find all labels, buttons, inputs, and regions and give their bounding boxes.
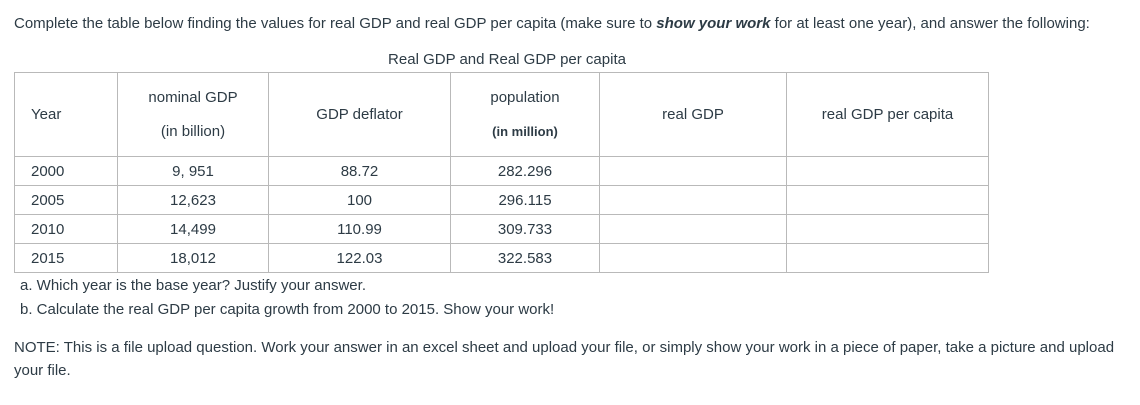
cell-real-gdp bbox=[600, 157, 787, 186]
cell-real-gdp-per-capita bbox=[787, 157, 989, 186]
cell-gdp-deflator: 88.72 bbox=[269, 157, 451, 186]
cell-gdp-deflator: 110.99 bbox=[269, 215, 451, 244]
cell-gdp-deflator: 122.03 bbox=[269, 244, 451, 273]
table-caption: Real GDP and Real GDP per capita bbox=[388, 51, 626, 68]
table-row bbox=[15, 186, 989, 215]
cell-year: 2000 bbox=[15, 157, 118, 186]
cell-year: 2010 bbox=[15, 215, 118, 244]
table-row bbox=[15, 244, 989, 273]
gdp-table bbox=[14, 72, 989, 273]
upload-note: NOTE: This is a file upload question. Work your answer in an excel sheet and upload your file, or simply show your work in a piece of paper, take a picture and upload your file. bbox=[14, 339, 1115, 379]
instructions-part1: Complete the table below finding the values for real GDP and real GDP per capita (make sure to bbox=[14, 15, 657, 32]
instructions-emphasis: show your work bbox=[656, 15, 771, 32]
cell-nominal-gdp: 14,499 bbox=[118, 215, 269, 244]
instructions-part2: for at least one year), and answer the following: bbox=[770, 15, 1090, 32]
instructions-text bbox=[14, 14, 1090, 34]
cell-year: 2015 bbox=[15, 244, 118, 273]
header-year: Year bbox=[15, 73, 118, 157]
cell-population: 322.583 bbox=[451, 244, 600, 273]
header-nominal-gdp bbox=[118, 73, 269, 157]
header-population-unit: (in million) bbox=[492, 123, 558, 139]
cell-gdp-deflator: 100 bbox=[269, 186, 451, 215]
cell-real-gdp bbox=[600, 244, 787, 273]
cell-nominal-gdp: 12,623 bbox=[118, 186, 269, 215]
cell-real-gdp-per-capita bbox=[787, 244, 989, 273]
table-header-row bbox=[15, 73, 989, 157]
cell-real-gdp bbox=[600, 215, 787, 244]
cell-real-gdp-per-capita bbox=[787, 186, 989, 215]
header-population-label: population bbox=[490, 88, 560, 106]
header-nominal-gdp-unit: (in billion) bbox=[160, 122, 226, 140]
cell-year: 2005 bbox=[15, 186, 118, 215]
header-real-gdp: real GDP bbox=[600, 73, 787, 157]
table-row bbox=[15, 215, 989, 244]
header-nominal-gdp-label: nominal GDP bbox=[148, 88, 238, 106]
header-gdp-deflator: GDP deflator bbox=[269, 73, 451, 157]
cell-nominal-gdp: 9, 951 bbox=[118, 157, 269, 186]
cell-population: 282.296 bbox=[451, 157, 600, 186]
header-population bbox=[451, 73, 600, 157]
header-real-gdp-per-capita: real GDP per capita bbox=[787, 73, 989, 157]
cell-population: 309.733 bbox=[451, 215, 600, 244]
cell-nominal-gdp: 18,012 bbox=[118, 244, 269, 273]
cell-population: 296.115 bbox=[451, 186, 600, 215]
question-a: a. Which year is the base year? Justify your answer. bbox=[20, 277, 366, 294]
cell-real-gdp bbox=[600, 186, 787, 215]
cell-real-gdp-per-capita bbox=[787, 215, 989, 244]
question-b: b. Calculate the real GDP per capita growth from 2000 to 2015. Show your work! bbox=[20, 301, 555, 318]
table-row bbox=[15, 157, 989, 186]
